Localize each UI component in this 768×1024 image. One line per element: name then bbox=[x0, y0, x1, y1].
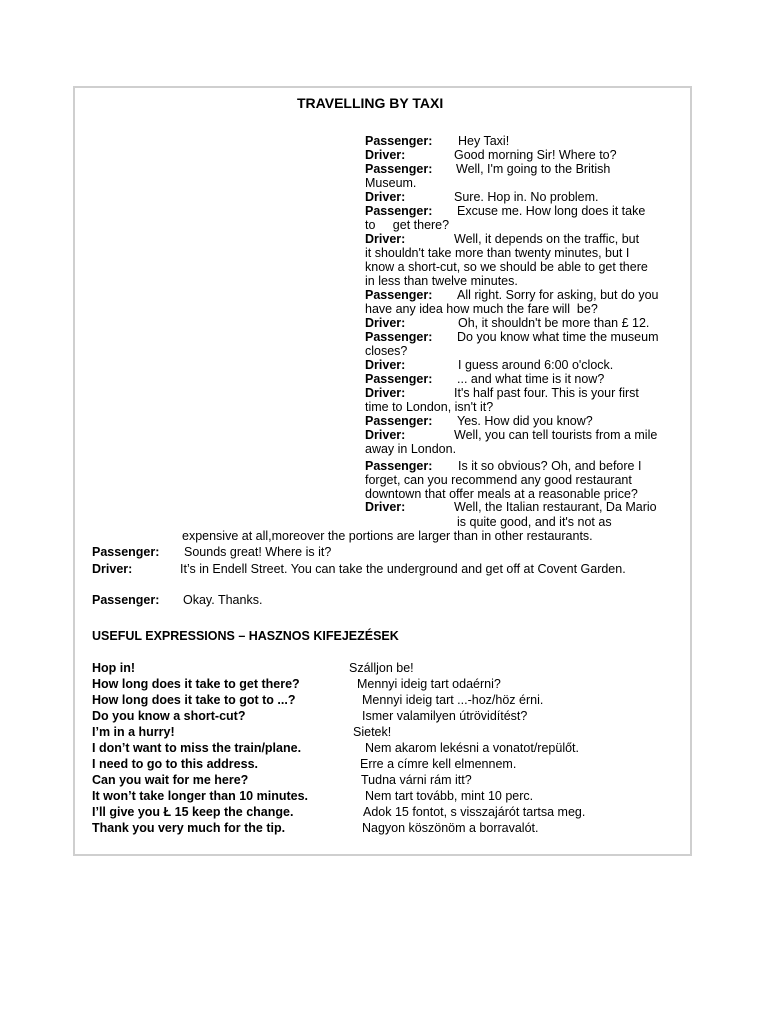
expression-hu: Mennyi ideig tart ...-hoz/höz érni. bbox=[362, 693, 544, 707]
expression-hu: Erre a címre kell elmennem. bbox=[360, 757, 517, 771]
dialogue-line: Okay. Thanks. bbox=[183, 593, 263, 607]
speaker-label: Passenger: bbox=[92, 593, 160, 607]
expression-en: I need to go to this address. bbox=[92, 757, 258, 771]
speaker-label: Driver: bbox=[365, 148, 406, 162]
expression-en: How long does it take to get there? bbox=[92, 677, 300, 691]
expression-en: I don’t want to miss the train/plane. bbox=[92, 741, 302, 755]
speaker-label: Driver: bbox=[365, 190, 406, 204]
expression-hu: Ismer valamilyen útrövidítést? bbox=[362, 709, 528, 723]
dialogue-line: ... and what time is it now? bbox=[457, 372, 605, 386]
speaker-label: Passenger: bbox=[365, 459, 433, 473]
dialogue-line: I guess around 6:00 o'clock. bbox=[458, 358, 614, 372]
expression-hu: Nagyon köszönöm a borravalót. bbox=[362, 821, 539, 835]
expression-en: Thank you very much for the tip. bbox=[92, 821, 286, 835]
dialogue-line: Well, you can tell tourists from a mile bbox=[454, 428, 658, 442]
expression-en: I’m in a hurry! bbox=[92, 725, 175, 739]
dialogue-line: Sounds great! Where is it? bbox=[184, 545, 332, 559]
speaker-label: Driver: bbox=[365, 386, 406, 400]
speaker-label: Driver: bbox=[365, 232, 406, 246]
expression-en: It won’t take longer than 10 minutes. bbox=[92, 789, 309, 803]
dialogue-line: It’s in Endell Street. You can take the underground and get off at Covent Garden. bbox=[180, 562, 626, 576]
speaker-label: Driver: bbox=[365, 316, 406, 330]
expression-hu: Sietek! bbox=[353, 725, 392, 739]
expression-en: Hop in! bbox=[92, 661, 136, 675]
dialogue-line: is quite good, and it's not as bbox=[457, 515, 612, 529]
dialogue-line: Excuse me. How long does it take bbox=[457, 204, 646, 218]
dialogue-line: Well, it depends on the traffic, but bbox=[454, 232, 640, 246]
speaker-label: Driver: bbox=[365, 358, 406, 372]
dialogue-line: Well, the Italian restaurant, Da Mario bbox=[454, 500, 657, 514]
dialogue-line: Yes. How did you know? bbox=[457, 414, 593, 428]
dialogue-line: Oh, it shouldn't be more than £ 12. bbox=[458, 316, 650, 330]
dialogue-line: have any idea how much the fare will be? bbox=[365, 302, 598, 316]
dialogue-line: forget, can you recommend any good restaurant bbox=[365, 473, 632, 487]
dialogue-line: All right. Sorry for asking, but do you bbox=[457, 288, 659, 302]
page-title: TRAVELLING BY TAXI bbox=[297, 95, 444, 111]
dialogue-line: away in London. bbox=[365, 442, 457, 456]
dialogue-line: Is it so obvious? Oh, and before I bbox=[458, 459, 642, 473]
dialogue-line: It's half past four. This is your first bbox=[454, 386, 639, 400]
expression-hu: Tudna várni rám itt? bbox=[361, 773, 472, 787]
dialogue-line: time to London, isn't it? bbox=[365, 400, 494, 414]
speaker-label: Passenger: bbox=[92, 545, 160, 559]
expression-en: How long does it take to got to ...? bbox=[92, 693, 296, 707]
dialogue-line: Museum. bbox=[365, 176, 417, 190]
expression-en: I’ll give you Ł 15 keep the change. bbox=[92, 805, 294, 819]
expression-hu: Nem akarom lekésni a vonatot/repülőt. bbox=[365, 741, 579, 755]
speaker-label: Driver: bbox=[365, 428, 406, 442]
dialogue-line: expensive at all,moreover the portions are larger than in other restaurants. bbox=[182, 529, 593, 543]
speaker-label: Passenger: bbox=[365, 204, 433, 218]
dialogue-line: in less than twelve minutes. bbox=[365, 274, 518, 288]
expression-hu: Szálljon be! bbox=[349, 661, 414, 675]
speaker-label: Passenger: bbox=[365, 162, 433, 176]
expression-en: Do you know a short-cut? bbox=[92, 709, 246, 723]
expression-en: Can you wait for me here? bbox=[92, 773, 249, 787]
speaker-label: Driver: bbox=[365, 500, 406, 514]
speaker-label: Driver: bbox=[92, 562, 133, 576]
speaker-label: Passenger: bbox=[365, 288, 433, 302]
dialogue-line: to get there? bbox=[365, 218, 450, 232]
dialogue-line: Sure. Hop in. No problem. bbox=[454, 190, 599, 204]
speaker-label: Passenger: bbox=[365, 372, 433, 386]
dialogue-line: Well, I'm going to the British bbox=[456, 162, 611, 176]
speaker-label: Passenger: bbox=[365, 414, 433, 428]
dialogue-line: downtown that offer meals at a reasonable price? bbox=[365, 487, 638, 501]
expression-hu: Adok 15 fontot, s visszajárót tartsa meg. bbox=[363, 805, 586, 819]
section-heading: USEFUL EXPRESSIONS – HASZNOS KIFEJEZÉSEK bbox=[92, 629, 399, 643]
dialogue-line: know a short-cut, so we should be able to get there bbox=[365, 260, 648, 274]
expression-hu: Mennyi ideig tart odaérni? bbox=[357, 677, 501, 691]
dialogue-line: it shouldn't take more than twenty minutes, but I bbox=[365, 246, 630, 260]
dialogue-line: closes? bbox=[365, 344, 408, 358]
dialogue-line: Hey Taxi! bbox=[458, 134, 510, 148]
dialogue-line: Do you know what time the museum bbox=[457, 330, 659, 344]
expression-hu: Nem tart tovább, mint 10 perc. bbox=[365, 789, 534, 803]
dialogue-line: Good morning Sir! Where to? bbox=[454, 148, 617, 162]
speaker-label: Passenger: bbox=[365, 134, 433, 148]
speaker-label: Passenger: bbox=[365, 330, 433, 344]
